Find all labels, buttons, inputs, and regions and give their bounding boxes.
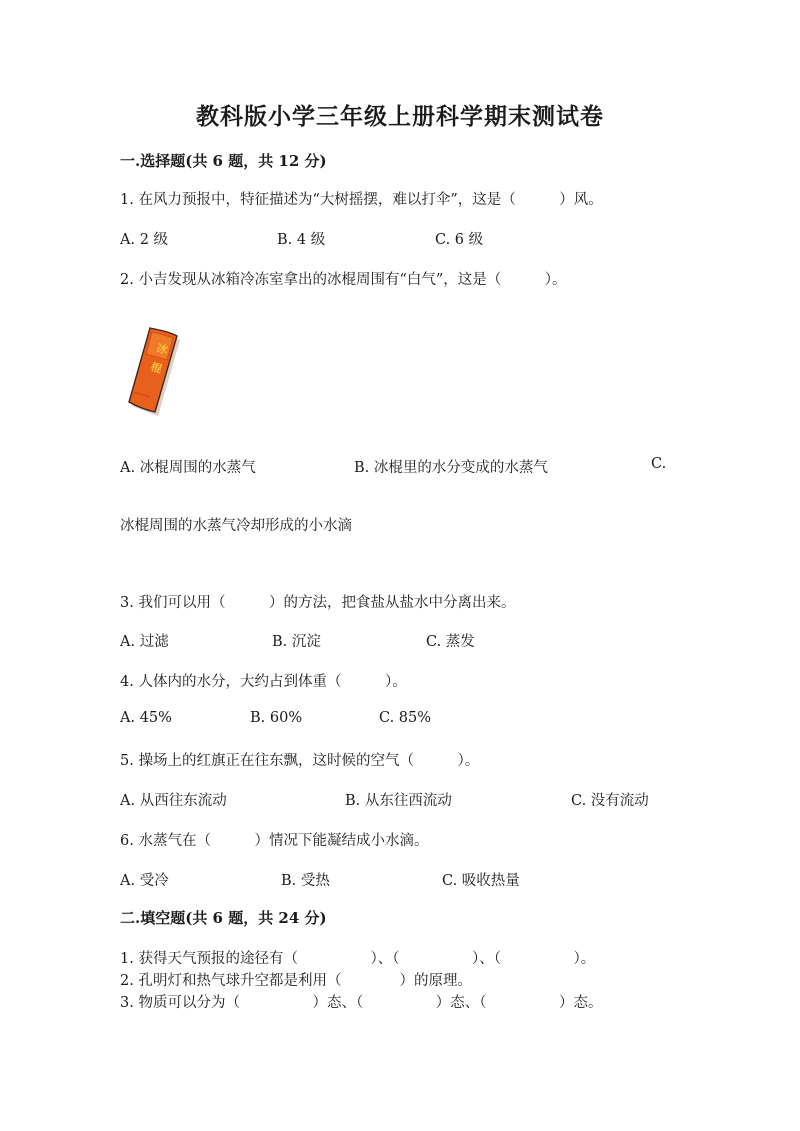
question-4-stem: 4. 人体内的水分，大约占到体重（ ）。 [120,674,407,690]
question-6-stem: 6. 水蒸气在（ ）情况下能凝结成小水滴。 [120,833,429,849]
question-1-option-b: B. 4 级 [277,232,326,248]
question-1-stem: 1. 在风力预报中，特征描述为“大树摇摆，难以打伞”，这是（ ）风。 [120,192,603,208]
question-2-stem: 2. 小吉发现从冰箱冷冻室拿出的冰棍周围有“白气”，这是（ ）。 [120,272,567,288]
popsicle-label-1: 冰 [155,341,170,357]
popsicle-label-2: 棍 [149,360,164,376]
fill-question-3: 3. 物质可以分为（ ）态、（ ）态、（ ）态。 [120,995,603,1011]
section-heading-fill-blank: 二.填空题(共 6 题，共 24 分) [120,909,327,927]
question-3-option-a: A. 过滤 [120,634,169,650]
question-6-option-a: A. 受冷 [120,873,169,889]
section-heading-choice: 一.选择题(共 6 题，共 12 分) [120,152,327,170]
popsicle-image [120,322,190,418]
page-title: 教科版小学三年级上册科学期末测试卷 [196,103,604,130]
question-2-option-b: B. 冰棍里的水分变成的水蒸气 [354,460,548,476]
fill-question-2: 2. 孔明灯和热气球升空都是利用（ ）的原理。 [120,973,472,989]
question-5-option-c: C. 没有流动 [571,793,649,809]
question-2-option-c: C. [651,456,667,472]
question-4-option-a: A. 45% [120,710,172,726]
question-3-stem: 3. 我们可以用（ ）的方法，把食盐从盐水中分离出来。 [120,595,516,611]
question-6-option-b: B. 受热 [281,873,330,889]
question-3-option-b: B. 沉淀 [272,634,321,650]
question-2-option-c-text: 冰棍周围的水蒸气冷却形成的小水滴 [120,518,352,534]
question-5-option-a: A. 从西往东流动 [120,793,227,809]
question-4-option-c: C. 85% [379,710,432,726]
question-4-option-b: B. 60% [250,710,303,726]
question-5-stem: 5. 操场上的红旗正在往东飘，这时候的空气（ ）。 [120,753,480,769]
question-3-option-c: C. 蒸发 [426,634,475,650]
question-1-option-a: A. 2 级 [120,232,169,248]
question-5-option-b: B. 从东往西流动 [345,793,452,809]
question-1-option-c: C. 6 级 [435,232,484,248]
fill-question-1: 1. 获得天气预报的途径有（ ）、（ ）、（ ）。 [120,951,596,967]
question-2-option-a: A. 冰棍周围的水蒸气 [120,460,256,476]
question-6-option-c: C. 吸收热量 [442,873,520,889]
